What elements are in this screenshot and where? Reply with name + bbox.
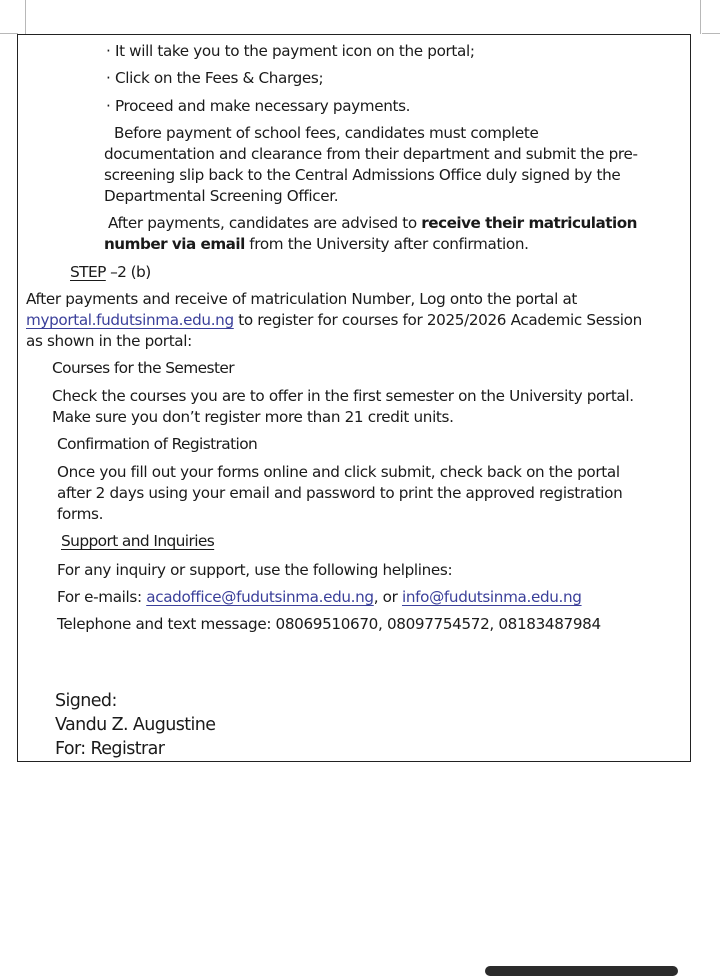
courses-line: Make sure you don’t register more than 21 credit units. [52,408,454,426]
step-intro-line: as shown in the portal: [26,332,192,350]
bullet-glyph: · [106,42,111,60]
support-phones: Telephone and text message: 08069510670, 08097754572, 08183487984 [57,615,601,633]
crop-mark-top-right-horizontal [702,33,720,34]
support-emails: For e-mails: acadoffice@fudutsinma.edu.ng, or info@fudutsinma.edu.ng [57,588,582,606]
support-heading: Support and Inquiries [61,532,215,550]
signature-signed: Signed: [55,691,117,711]
bullet-glyph: · [106,97,111,115]
courses-line: Check the courses you are to offer in the first semester on the University portal. [52,387,634,405]
before-payment-line: Before payment of school fees, candidates must complete [114,124,539,142]
emphasis-text: number via email [104,235,245,253]
home-indicator-bar[interactable] [485,966,678,976]
crop-mark-top-left-vertical [25,0,26,34]
confirmation-heading: Confirmation of Registration [57,435,258,453]
bullet-item: · Click on the Fees & Charges; [106,69,324,87]
signature-for: For: Registrar [55,739,165,759]
support-intro: For any inquiry or support, use the following helplines: [57,561,453,579]
confirmation-line: Once you fill out your forms online and click submit, check back on the portal [57,463,620,481]
after-payment-line: number via email from the University after confirmation. [104,235,529,253]
before-payment-line: screening slip back to the Central Admissions Office duly signed by the [104,166,621,184]
before-payment-line: documentation and clearance from their department and submit the pre- [104,145,638,163]
portal-link[interactable]: myportal.fudutsinma.edu.ng [26,311,234,329]
step-intro-line: After payments and receive of matriculation Number, Log onto the portal at [26,290,578,308]
crop-mark-top-left-horizontal [0,33,18,34]
bullet-item: · Proceed and make necessary payments. [106,97,411,115]
after-payment-line: After payments, candidates are advised to receive their matriculation [108,214,637,232]
email-link-acadoffice[interactable]: acadoffice@fudutsinma.edu.ng [146,588,374,606]
signature-name: Vandu Z. Augustine [55,715,216,735]
bullet-glyph: · [106,69,111,87]
crop-mark-top-right-vertical [700,0,701,34]
emphasis-text: receive their matriculation [421,214,637,232]
confirmation-line: after 2 days using your email and password to print the approved registration [57,484,623,502]
step-heading: STEP –2 (b) [70,263,151,281]
email-link-info[interactable]: info@fudutsinma.edu.ng [402,588,582,606]
bullet-item: · It will take you to the payment icon on the portal; [106,42,475,60]
courses-heading: Courses for the Semester [52,359,234,377]
before-payment-line: Departmental Screening Officer. [104,187,339,205]
step-intro-line: myportal.fudutsinma.edu.ng to register for courses for 2025/2026 Academic Session [26,311,642,329]
confirmation-line: forms. [57,505,104,523]
